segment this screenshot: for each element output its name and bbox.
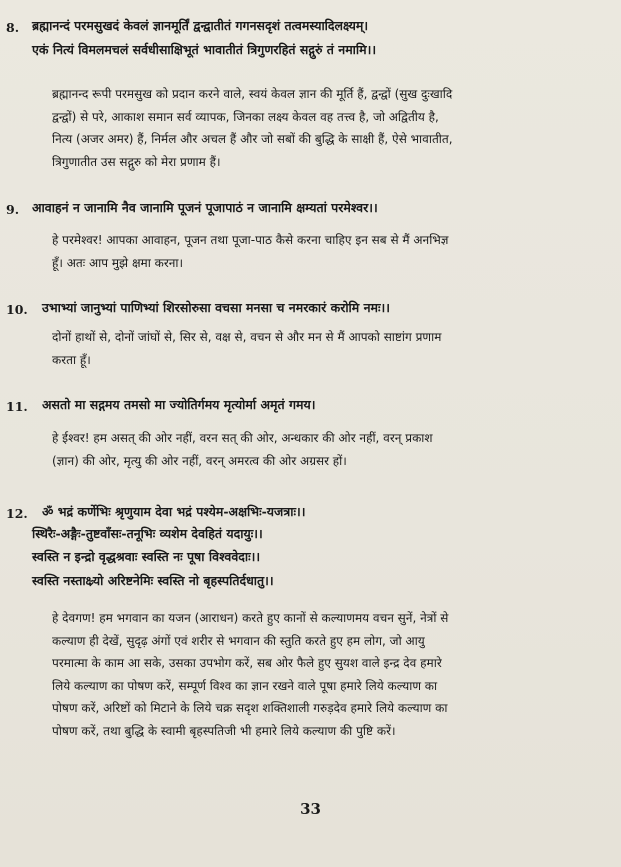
verse-number: 10.	[6, 302, 28, 317]
translation-line: हे परमेश्वर! आपका आवाहन, पूजन तथा पूजा-पाठ कैसे करना चाहिए इन सब से मैं अनभिज्ञ	[52, 233, 449, 247]
translation-line: हे देवगण! हम भगवान का यजन (आराधन) करते हुए कानों से कल्याणमय वचन सुनें, नेत्रों से	[52, 611, 449, 625]
translation-line: पोषण करें, अरिष्टों को मिटाने के लिये चक्र सदृश शक्तिशाली गरुड़देव हमारे लिये कल्याण का	[52, 701, 448, 716]
sanskrit-line: ब्रह्मानन्दं परमसुखदं केवलं ज्ञानमूर्तिं द्वन्द्वातीतं गगनसदृशं तत्वमस्यादिलक्ष्यम्।	[32, 18, 369, 33]
translation-line: लिये कल्याण का पोषण करें, सम्पूर्ण विश्व का ज्ञान रखने वाले पूषा हमारे लिये कल्याण का	[52, 678, 438, 693]
sanskrit-line: एकं नित्यं विमलमचलं सर्वधीसाक्षिभूतं भावातीतं त्रिगुणरहितं सद्गुरुं तं नमामि।।	[32, 42, 377, 57]
translation-line: ब्रह्मानन्द रूपी परमसुख को प्रदान करने वाले, स्वयं केवल ज्ञान की मूर्ति हैं, द्वन्द्वों (सुख दुःखादि	[52, 87, 453, 101]
sanskrit-line: स्वस्ति नस्ताक्ष्र्यो अरिष्टनेमिः स्वस्ति नो बृहस्पतिर्दधातु।।	[32, 573, 274, 588]
translation-line: परमात्मा के काम आ सके, उसका उपभोग करें, सब ओर फैले हुए सुयश वाले इन्द्र देव हमारे	[52, 656, 442, 671]
translation-line: नित्य (अजर अमर) हैं, निर्मल और अचल हैं और जो सबों की बुद्धि के साक्षी हैं, ऐसे भावातीत,	[52, 132, 453, 147]
sanskrit-line: असतो मा सद्गमय तमसो मा ज्योतिर्गमय मृत्योर्मा अमृतं गमय।	[42, 397, 316, 412]
sanskrit-line: आवाहनं न जानामि नैव जानामि पूजनं पूजापाठं न जानामि क्षम्यतां परमेश्वर।।	[32, 200, 378, 215]
page-number: 33	[300, 800, 321, 818]
translation-line: (ज्ञान) की ओर, मृत्यु की ओर नहीं, वरन् अमरत्व की ओर अग्रसर हों।	[52, 453, 347, 468]
hindi-translation	[52, 83, 600, 173]
sanskrit-line: स्वस्ति न इन्द्रो वृद्धश्रवाः स्वस्ति नः पूषा विश्ववेदाः।।	[32, 549, 261, 564]
verse-number: 11.	[6, 399, 28, 414]
translation-line: त्रिगुणातीत उस सद्गुरु को मेरा प्रणाम हैं।	[52, 154, 221, 169]
hindi-translation	[52, 427, 600, 472]
translation-line: करता हूँ।	[52, 352, 91, 367]
verse-number: 8.	[6, 20, 20, 35]
translation-line: पोषण करें, तथा बुद्धि के स्वामी बृहस्पतिजी भी हमारे लिये कल्याण की पुष्टि करें।	[52, 723, 396, 738]
hindi-translation	[52, 326, 600, 371]
translation-line: कल्याण ही देखें, सुदृढ़ अंगों एवं शरीर से भगवान की स्तुति करते हुए हम लोग, जो आयु	[52, 633, 425, 648]
translation-line: हे ईश्वर! हम असत् की ओर नहीं, वरन सत् की ओर, अन्धकार की ओर नहीं, वरन् प्रकाश	[52, 431, 433, 445]
sanskrit-line: स्थिरैः-अङ्गैः-तुष्टवाँसः-तनूभिः व्यशेम देवहितं यदायुः।।	[32, 526, 263, 541]
translation-line: दोनों हाथों से, दोनों जांघों से, सिर से, वक्ष से, वचन से और मन से मैं आपको साष्टांग प्रणाम	[52, 330, 442, 344]
hindi-translation	[52, 607, 600, 743]
sanskrit-line: उभाभ्यां जानुभ्यां पाणिभ्यां शिरसोरुसा वचसा मनसा च नमरकारं करोमि नमः।।	[42, 300, 391, 315]
verse-number: 9.	[6, 202, 20, 217]
sanskrit-line: ॐ भद्रं कर्णेभिः श्रृणुयाम देवा भद्रं पश्येम-अक्षभिः-यजत्राः।।	[42, 504, 306, 519]
translation-line: द्वन्द्वों) से परे, आकाश समान सर्व व्यापक, जिनका लक्ष्य केवल वह तत्त्व है, जो अद्वितीय है,	[52, 109, 439, 124]
verse-number: 12.	[6, 506, 28, 521]
hindi-translation	[52, 229, 600, 274]
translation-line: हूँ। अतः आप मुझे क्षमा करना।	[52, 255, 184, 270]
